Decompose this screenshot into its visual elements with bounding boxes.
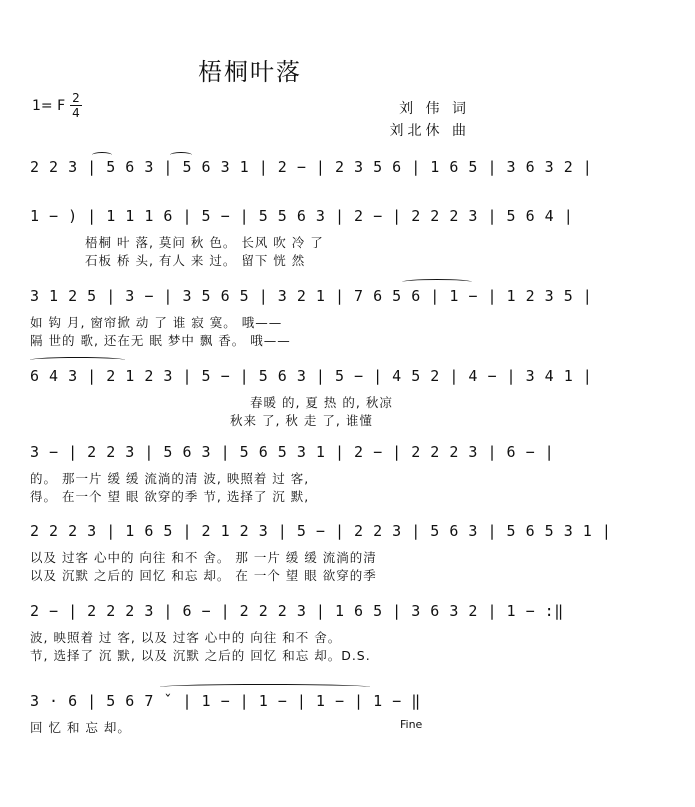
lyric-verse-1: 波, 映照着 过 客, 以及 过客 心中的 向往 和不 舍。	[30, 630, 342, 645]
tie-mark	[160, 684, 370, 690]
lyric-verse-2: 秋来 了, 秋 走 了, 谁懂	[230, 413, 373, 428]
lyric-verse-1: 的。 那一片 缓 缓 流淌的清 波, 映照着 过 客,	[30, 471, 310, 486]
notation-line: 3 1 2 5 | 3 − | 3 5 6 5 | 3 2 1 | 7 6 5 6 | 1 − | 1 2 3 5 |	[30, 287, 593, 305]
lyricist-credit: 刘 伟 词	[399, 101, 470, 117]
lyric-verse-2: 以及 沉默 之后的 回忆 和忘 却。 在 一个 望 眼 欲穿的季	[30, 568, 377, 583]
meter-bottom: 4	[72, 106, 80, 120]
lyric-verse-1: 梧桐 叶 落, 莫问 秋 色。 长风 吹 冷 了	[85, 235, 324, 250]
lyric-verse-2: 隔 世的 歌, 还在无 眠 梦中 飘 香。 哦——	[30, 333, 291, 348]
notation-line: 2 2 2 3 | 1 6 5 | 2 1 2 3 | 5 − | 2 2 3 | 5 6 3 | 5 6 5 3 1 |	[30, 522, 612, 540]
key-signature: 1= F	[32, 98, 66, 114]
slur-mark	[92, 152, 112, 158]
lyric-verse-2: 得。 在一个 望 眼 欲穿的季 节, 选择了 沉 默,	[30, 489, 310, 504]
notation-line: 6 4 3 | 2 1 2 3 | 5 − | 5 6 3 | 5 − | 4 5 2 | 4 − | 3 4 1 |	[30, 367, 593, 385]
notation-line: 3 − | 2 2 3 | 5 6 3 | 5 6 5 3 1 | 2 − | 2 2 2 3 | 6 − |	[30, 443, 555, 461]
lyric-verse-2: 石板 桥 头, 有人 来 过。 留下 恍 然	[85, 253, 306, 268]
lyric-verse-1: 如 钩 月, 窗帘掀 动 了 谁 寂 寞。 哦——	[30, 315, 283, 330]
tie-mark	[30, 357, 125, 363]
notation-line: 2 2 3 | 5 6 3 | 5 6 3 1 | 2 − | 2 3 5 6 | 1 6 5 | 3 6 3 2 |	[30, 158, 593, 176]
lyric-verse-1: 春暖 的, 夏 热 的, 秋凉	[250, 395, 393, 410]
composer-credit: 刘北休 曲	[389, 123, 470, 139]
lyric-verse-1: 回 忆 和 忘 却。	[30, 720, 131, 735]
meter-top: 2	[72, 91, 80, 105]
lyric-verse-2: 节, 选择了 沉 默, 以及 沉默 之后的 回忆 和忘 却。D.S.	[30, 648, 371, 663]
tie-mark	[402, 279, 472, 285]
slur-mark	[170, 152, 192, 158]
lyric-verse-1: 以及 过客 心中的 向往 和不 舍。 那 一片 缓 缓 流淌的清	[30, 550, 377, 565]
notation-line: 1 − ) | 1 1 1 6 | 5 − | 5 5 6 3 | 2 − | 2 2 2 3 | 5 6 4 |	[30, 207, 574, 225]
notation-line: 2 − | 2 2 2 3 | 6 − | 2 2 2 3 | 1 6 5 | 3 6 3 2 | 1 − :‖	[30, 602, 564, 620]
notation-line: 3 · 6 | 5 6 7 ˇ | 1 − | 1 − | 1 − | 1 − ‖	[30, 692, 421, 710]
fine-marking: Fine	[400, 718, 423, 731]
song-title: 梧桐叶落	[198, 58, 302, 86]
time-signature	[70, 92, 82, 119]
